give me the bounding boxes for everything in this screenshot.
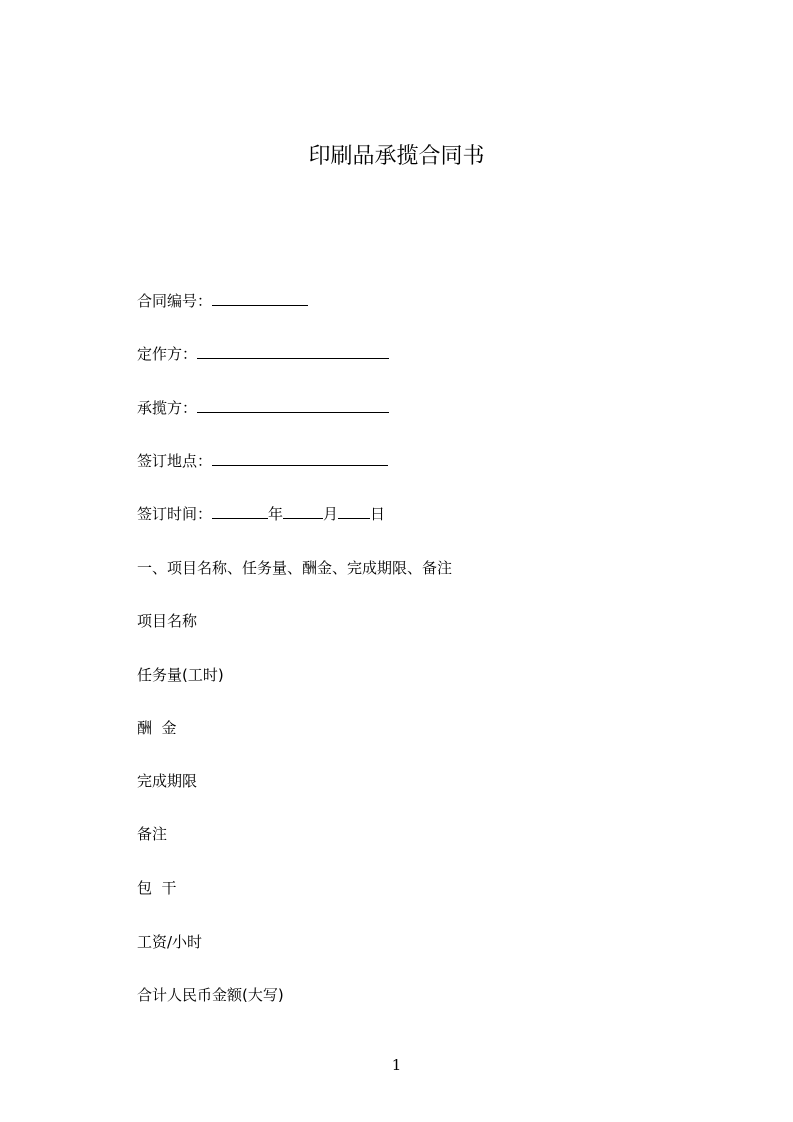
- item-remarks: 备注: [137, 825, 168, 843]
- month-blank: [283, 504, 323, 519]
- contract-number-label: 合同编号：: [137, 292, 213, 310]
- item-deadline: 完成期限: [137, 772, 198, 790]
- contractor-line: [137, 398, 389, 418]
- orderer-line: [137, 344, 389, 364]
- sign-place-line: [137, 451, 388, 471]
- year-blank: [212, 504, 268, 519]
- month-label: 月: [323, 505, 339, 523]
- item-project-name: 项目名称: [137, 612, 198, 630]
- item-workload: 任务量(工时): [137, 666, 224, 684]
- contract-number-line: [137, 291, 308, 311]
- sign-place-label: 签订地点：: [137, 452, 213, 470]
- sign-time-label: 签订时间：: [137, 505, 213, 523]
- item-hourly-wage: 工资/小时: [137, 933, 203, 951]
- contract-number-blank: [212, 291, 308, 306]
- section1-heading: 一、项目名称、任务量、酬金、完成期限、备注: [137, 559, 453, 577]
- sign-place-blank: [212, 451, 388, 466]
- day-label: 日: [370, 505, 386, 523]
- year-label: 年: [268, 505, 284, 523]
- item-total-amount: 合计人民币金额(大写): [137, 986, 284, 1004]
- orderer-label: 定作方：: [137, 345, 198, 363]
- item-remuneration: 酬 金: [137, 719, 177, 737]
- sign-time-line: [137, 504, 385, 524]
- orderer-blank: [197, 344, 389, 359]
- contractor-blank: [197, 398, 389, 413]
- item-lump-sum: 包 干: [137, 879, 177, 897]
- page-title: 印刷品承揽合同书: [308, 144, 485, 169]
- day-blank: [338, 504, 370, 519]
- page-number: 1: [391, 1056, 402, 1074]
- contractor-label: 承揽方：: [137, 399, 198, 417]
